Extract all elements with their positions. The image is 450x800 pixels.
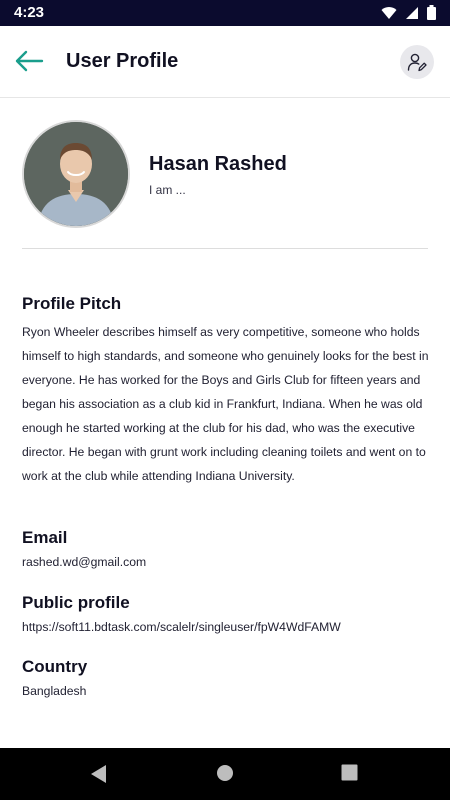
nav-back-button[interactable]: [90, 764, 108, 789]
avatar: [22, 120, 130, 228]
profile-pitch-text: Ryon Wheeler describes himself as very competitive, someone who holds himself to high standards, and someone who genuinely looks for the best in everyone. He has worked for the Boys and Girls Club for fifteen years and began his association as a club kid in Frankfurt, Indiana. When he was old enough he started working at the club for his dad, who was the executive director. He began with grunt work including cleaning toilets and went on to work at the club while attending Indiana University.: [22, 325, 429, 483]
country-value: Bangladesh: [22, 684, 87, 698]
nav-recents-icon: [341, 764, 358, 781]
public-profile-section: [22, 593, 432, 635]
page-title: User Profile: [66, 50, 179, 72]
navigation-bar: [0, 748, 450, 800]
status-icons: [381, 5, 436, 20]
profile-bio: I am ...: [149, 183, 186, 197]
public-profile-title: Public profile: [22, 593, 130, 612]
nav-recents-button[interactable]: [341, 764, 358, 786]
edit-profile-button[interactable]: [400, 45, 434, 79]
email-value: rashed.wd@gmail.com: [22, 555, 147, 569]
nav-back-icon: [90, 764, 108, 784]
app-bar: [0, 26, 450, 98]
nav-home-icon: [216, 764, 234, 782]
battery-icon: [427, 5, 436, 20]
back-button[interactable]: [14, 48, 44, 74]
country-section: [22, 657, 432, 699]
edit-user-icon: [407, 52, 427, 72]
wifi-icon: [381, 6, 397, 20]
country-title: Country: [22, 657, 88, 676]
email-title: Email: [22, 528, 68, 547]
profile-pitch-title: Profile Pitch: [22, 294, 122, 313]
profile-name: Hasan Rashed: [149, 153, 287, 175]
profile-pitch-section: [22, 294, 432, 488]
nav-home-button[interactable]: [216, 764, 234, 787]
back-arrow-icon: [14, 48, 44, 74]
public-profile-link[interactable]: https://soft11.bdtask.com/scalelr/singleuser/fpW4WdFAMW: [22, 620, 341, 634]
status-time: 4:23: [14, 4, 45, 21]
profile-header: [22, 120, 428, 249]
email-section: [22, 528, 432, 570]
signal-icon: [405, 6, 419, 20]
status-bar: [0, 0, 450, 26]
avatar-image: [24, 122, 128, 226]
